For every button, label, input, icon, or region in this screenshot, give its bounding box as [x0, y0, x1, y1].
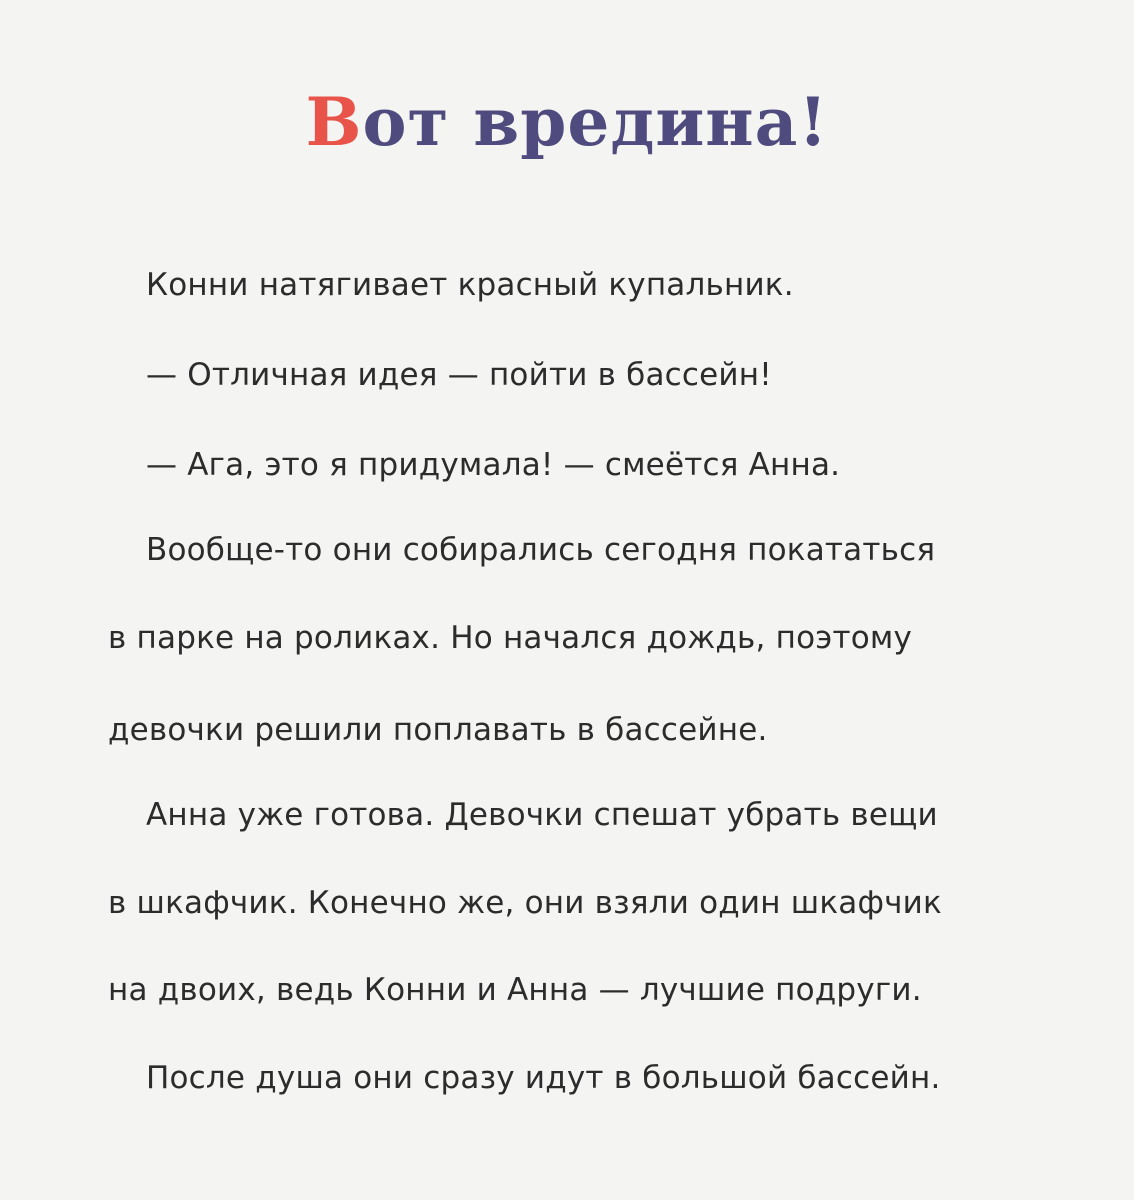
text-line-6: девочки решили поплавать в бассейне. [108, 712, 768, 748]
title-first-letter: В [305, 83, 363, 161]
text-line-9: на двоих, ведь Конни и Анна — лучшие подруги. [108, 972, 922, 1008]
text-line-7: Анна уже готова. Девочки спешат убрать вещи [146, 797, 938, 833]
title-rest: от вредина! [362, 83, 829, 161]
text-line-3: — Ага, это я придумала! — смеётся Анна. [146, 447, 841, 483]
text-line-8: в шкафчик. Конечно же, они взяли один шкафчик [108, 885, 942, 921]
page-title [0, 72, 1134, 172]
text-line-10: После душа они сразу идут в большой бассейн. [146, 1060, 941, 1096]
text-line-5: в парке на роликах. Но начался дождь, поэтому [108, 620, 913, 656]
text-line-2: — Отличная идея — пойти в бассейн! [146, 357, 772, 393]
text-line-1: Конни натягивает красный купальник. [146, 267, 794, 303]
text-line-4: Вообще-то они собирались сегодня покататься [146, 532, 936, 568]
